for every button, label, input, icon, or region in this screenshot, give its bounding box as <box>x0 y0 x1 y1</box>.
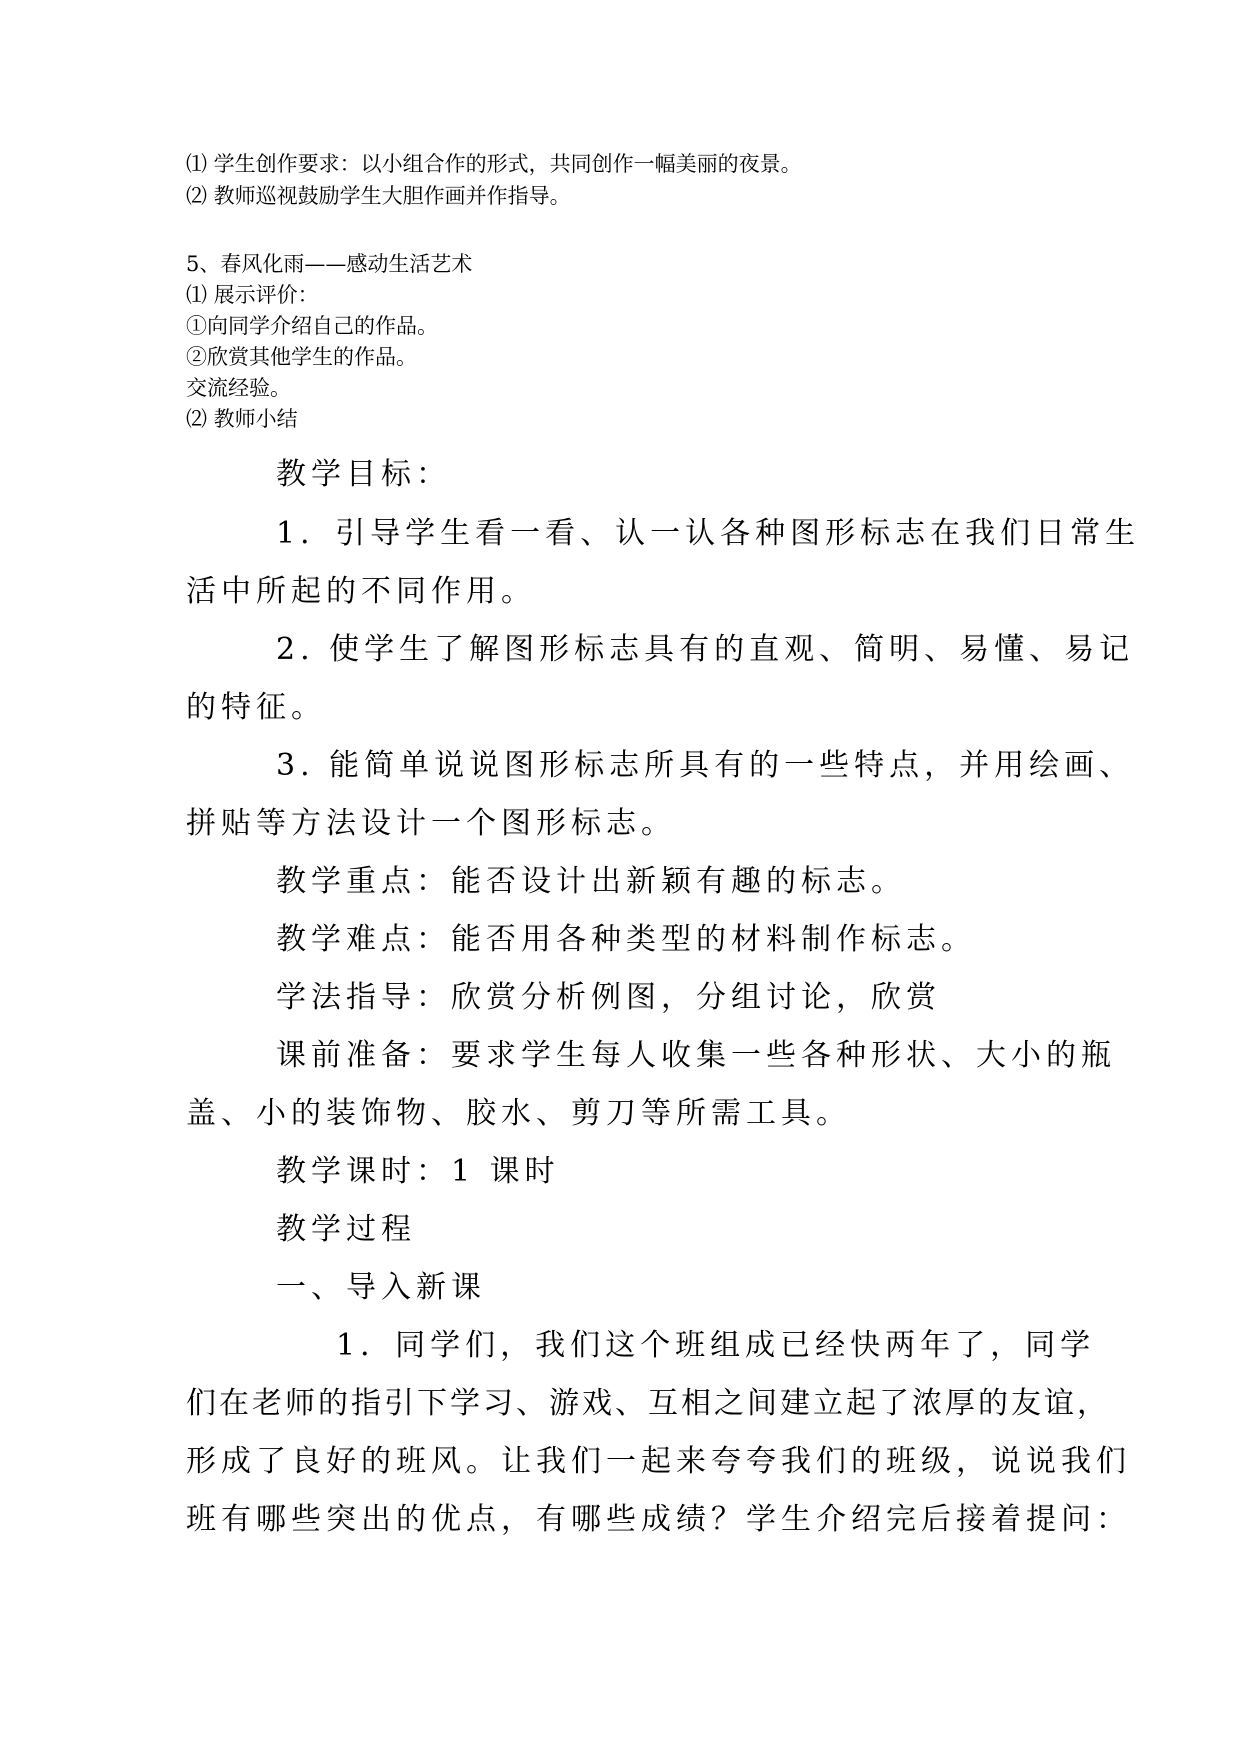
intro-line-2: 们在老师的指引下学习、游戏、互相之间建立起了浓厚的友谊， <box>186 1386 1110 1421</box>
section5-item-1: ⑴ 展示评价： <box>186 283 319 307</box>
part-1-heading: 一、导入新课 <box>276 1270 486 1305</box>
section5-heading: 5、春风化雨——感动生活艺术 <box>186 252 473 276</box>
intro-line-4: 班有哪些突出的优点，有哪些成绩？学生介绍完后接着提问： <box>186 1502 1131 1537</box>
teaching-hours: 教学课时：1 课时 <box>276 1154 560 1189</box>
section5-item-2: ⑵ 教师小结 <box>186 407 298 431</box>
goal-2-line-2: 的特征。 <box>186 690 326 725</box>
key-point: 教学重点：能否设计出新颖有趣的标志。 <box>276 864 906 899</box>
teaching-process: 教学过程 <box>276 1212 416 1247</box>
goal-3-line-2: 拼贴等方法设计一个图形标志。 <box>186 806 676 841</box>
goal-1-line-2: 活中所起的不同作用。 <box>186 574 536 609</box>
section4-item-1: ⑴ 学生创作要求：以小组合作的形式，共同创作一幅美丽的夜景。 <box>186 152 802 176</box>
section5-exchange: 交流经验。 <box>186 376 291 400</box>
intro-line-3: 形成了良好的班风。让我们一起来夸夸我们的班级，说说我们 <box>186 1444 1131 1479</box>
section5-sub-1: ①向同学介绍自己的作品。 <box>186 314 438 338</box>
section4-item-2: ⑵ 教师巡视鼓励学生大胆作画并作指导。 <box>186 184 571 208</box>
difficulty: 教学难点：能否用各种类型的材料制作标志。 <box>276 922 976 957</box>
goal-3-line-1: 3. 能简单说说图形标志所具有的一些特点，并用绘画、 <box>276 748 1135 783</box>
objectives-heading: 教学目标： <box>276 457 451 492</box>
section5-sub-2: ②欣赏其他学生的作品。 <box>186 345 417 369</box>
goal-1-line-1: 1．引导学生看一看、认一认各种图形标志在我们日常生 <box>276 516 1141 551</box>
study-method: 学法指导：欣赏分析例图，分组讨论，欣赏 <box>276 980 941 1015</box>
preparation-line-1: 课前准备：要求学生每人收集一些各种形状、大小的瓶 <box>276 1038 1116 1073</box>
intro-line-1: 1．同学们，我们这个班组成已经快两年了，同学 <box>336 1328 1096 1363</box>
goal-2-line-1: 2. 使学生了解图形标志具有的直观、简明、易懂、易记 <box>276 632 1135 667</box>
preparation-line-2: 盖、小的装饰物、胶水、剪刀等所需工具。 <box>186 1096 851 1131</box>
